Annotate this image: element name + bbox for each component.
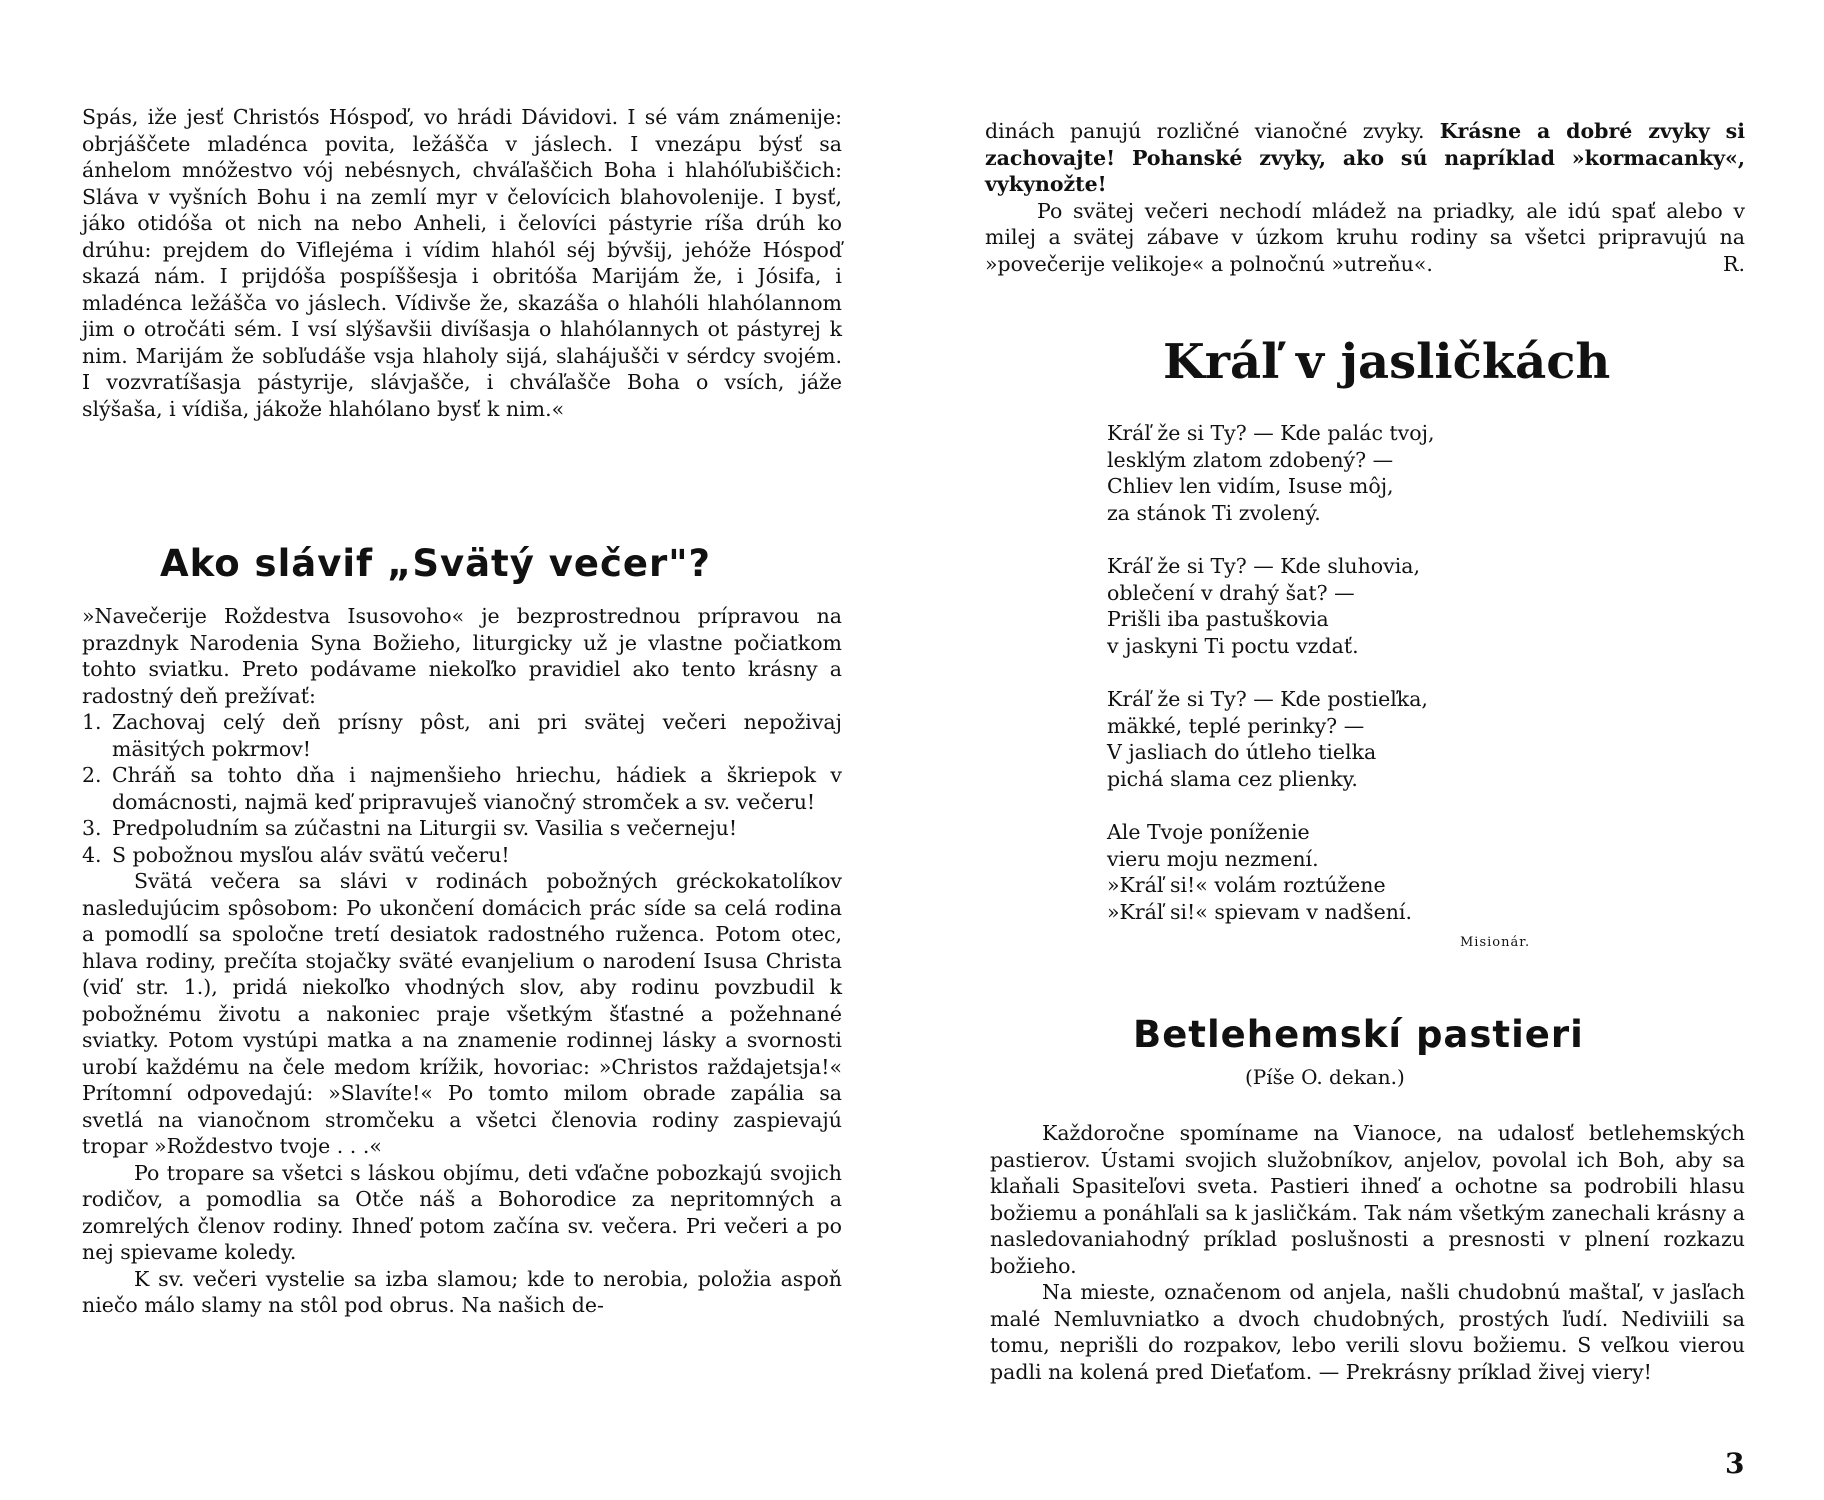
list-item-number: 4. — [82, 842, 102, 867]
poem-line: oblečení v drahý šat? — — [1107, 580, 1355, 605]
list-item-number: 2. — [82, 763, 102, 787]
poem-line: pichá slama cez plienky. — [1107, 766, 1358, 791]
article-continuation — [985, 118, 1745, 277]
page-number: 3 — [1725, 1447, 1745, 1480]
list-item-text: Chráň sa tohto dňa i najmenšieho hriechu, hádiek a škriepok v domácnosti, najmä keď pripravuješ vianočný stromček a sv. večeru! — [112, 763, 842, 814]
continuation-text: dinách panujú rozličné vianočné zvyky. — [985, 119, 1425, 143]
list-item — [82, 815, 842, 842]
poem-stanza — [1107, 553, 1627, 659]
continuation-text: Po svätej večeri nechodí mládež na priadky, ale idú spať alebo v milej a svätej zábave v úzkom kruhu rodiny sa všetci pripravujú na »povečerije velikoje« a polnočnú »utreňu«. — [985, 198, 1745, 276]
article-paragraph: K sv. večeri vystelie sa izba slamou; kde to nerobia, položia aspoň niečo málo slamy na stôl pod obrus. Na našich de- — [82, 1266, 842, 1317]
article-paragraph: Každoročne spomíname na Vianoce, na udalosť betlehemských pastierov. Ústami svojich služobníkov, anjelov, povolal ich Boh, aby sa klaňali Spasiteľovi sveta. Pastieri ihneď a ochotne sa podrobili hlasu božiemu a ponáhľali sa k jasličkám. Tak nám všetkým zanechali krásny a nasledovaniahodný príklad poslušnosti a presnosti v plnení rozkazu božieho. — [990, 1121, 1745, 1278]
poem-author: Misionár. — [1460, 935, 1531, 950]
list-item — [82, 709, 842, 762]
poem-line: Ale Tvoje poníženie — [1107, 820, 1310, 844]
poem-line: vieru moju nezmení. — [1107, 846, 1319, 871]
poem-line: V jasliach do útleho tielka — [1107, 740, 1377, 764]
list-item-text: Predpoludním sa zúčastni na Liturgii sv. Vasilia s večerneju! — [112, 816, 738, 840]
poem-line: Kráľ že si Ty? — Kde sluhovia, — [1107, 554, 1421, 578]
article-subtitle: (Píše O. dekan.) — [1245, 1065, 1405, 1089]
list-item — [82, 842, 842, 869]
rules-list — [82, 709, 842, 868]
article-pastieri — [990, 1120, 1745, 1385]
poem-line: Prišli iba pastuškovia — [1107, 607, 1329, 631]
article-paragraph: Po tropare sa všetci s láskou objímu, deti vďačne pobozkajú svojich rodičov, a pomodlia sa Otče náš a Bohorodice za nepritomných a zomrelých členov rodiny. Ihneď potom začína sv. večera. Pri večeri a po nej spievame koledy. — [82, 1160, 842, 1264]
continuation-bold-text: Krásne a dobré zvyky si zachovajte! Pohanské zvyky, ako sú napríklad »kormacanky«, vykynožte! — [985, 119, 1745, 196]
poem-line: lesklým zlatom zdobený? — — [1107, 447, 1394, 472]
article-svaty-vecer — [82, 603, 842, 1319]
poem-stanza — [1107, 420, 1627, 526]
list-item-text: Zachovaj celý deň prísny pôst, ani pri svätej večeri nepoživaj mäsitých pokrmov! — [112, 710, 842, 761]
list-item-number: 1. — [82, 710, 102, 734]
poem — [1107, 420, 1627, 952]
poem-line: »Kráľ si!« spievam v nadšení. — [1107, 899, 1412, 924]
continuation-paragraph — [985, 118, 1745, 198]
poem-line: mäkké, teplé perinky? — — [1107, 713, 1365, 738]
poem-stanza — [1107, 819, 1627, 925]
gospel-excerpt: Spás, iže jesť Christós Hóspoď, vo hrádi Dávidovi. I sé vám známenije: obrjáščete mladénca povita, ležášča v jáslech. I vnezápu býsť sa ánhelom mnóžestvo vój nebésnych, chváľaščich Boha i hlahóľubiščich: Sláva v vyšních Bohu i na zemlí myr v čelovícich blahovolenije. I bysť, jáko otidóša ot nich na nebo Anheli, i čelovíci pástyrie ríša drúh ko drúhu: prejdem do Viflejéma i vídim hlahól séj bývšij, jehóže Hóspoď skazá nám. I prijdóša pospíššesja i obritóša Marijám že, i Jósifa, i mladénca ležášča vo jáslech. Vídivše že, skazáša o hlahóli hlahólannom jim o otročáti sém. I vsí slýšavšii divíšasja o hlahólannych ot pástyrej k nim. Marijám že sobľudáše vsja hlaholy sijá, slahájušči v sérdcy svojém. I vozvratíšasja pástyrije, slávjašče, i chváľašče Boha o vsích, jáže slýšaša, i vídiša, jákože hlahólano bysť k nim.« — [82, 105, 842, 421]
list-item-text: S pobožnou mysľou aláv svätú večeru! — [112, 842, 510, 867]
poem-stanza — [1107, 686, 1627, 792]
poem-line: Chliev len vidím, Isuse môj, — [1107, 474, 1394, 498]
poem-title: Kráľ v jasličkách — [1163, 334, 1611, 390]
poem-line: za stánok Ti zvolený. — [1107, 500, 1321, 525]
continuation-paragraph — [985, 198, 1745, 278]
poem-line: Kráľ že si Ty? — Kde postieľka, — [1107, 687, 1428, 711]
article-signature: R. — [1723, 251, 1745, 276]
article-paragraph: Svätá večera sa slávi v rodinách pobožných gréckokatolíkov nasledujúcim spôsobom: Po ukončení domácich prác sídе sa celá rodina a pomodlí sa spoločne tretí desiatok radostného ruženca. Potom otec, hlava rodiny, prečíta stojačky sväté evanjelium o narodení Isusa Christa (viď str. 1.), pridá niekoľko vhodných slov, aby rodinu povzbudil k pobožnému životu a nakoniec praje všetkým šťastné a požehnané sviatky. Potom vystúpi matka a na znamenie rodinnej lásky a svornosti urobí každému na čele medom krížik, hovoriac: »Christos raždajetsja!« Prítomní odpovedajú: »Slavíte!« Po tomto milom obrade zapália sa svetlá na vianočnom stromčeku a všetci členovia rodiny zaspievajú tropar »Roždestvo tvoje . . .« — [82, 869, 842, 1158]
poem-line: »Kráľ si!« volám roztúžene — [1107, 873, 1386, 897]
article-title-pastieri: Betlehemskí pastieri — [1133, 1013, 1584, 1056]
article-paragraph: Na mieste, označenom od anjela, našli chudobnú maštaľ, v jasľach malé Nemluvniatko a dvoch chudobných, prostých ľudí. Nediviili sa tomu, neprišli do rozpakov, lebo verili slovu božiemu. S veľkou vierou padli na kolená pred Dieťaťom. — Prekrásny príklad živej viery! — [990, 1280, 1745, 1384]
list-item — [82, 762, 842, 815]
article-intro: »Navečerije Roždestva Isusovoho« je bezprostrednou prípravou na prazdnyk Narodenia Syna Božieho, liturgicky už je vlastne počiatkom tohto sviatku. Preto podávame niekoľko pravidiel ako tento krásny a radostný deň prežívať: — [82, 604, 842, 708]
poem-line: v jaskyni Ti poctu vzdať. — [1107, 633, 1359, 658]
list-item-number: 3. — [82, 816, 102, 840]
poem-line: Kráľ že si Ty? — Kde palác tvoj, — [1107, 421, 1435, 445]
article-title-svaty-vecer: Ako slávif „Svätý večer"? — [160, 542, 711, 585]
